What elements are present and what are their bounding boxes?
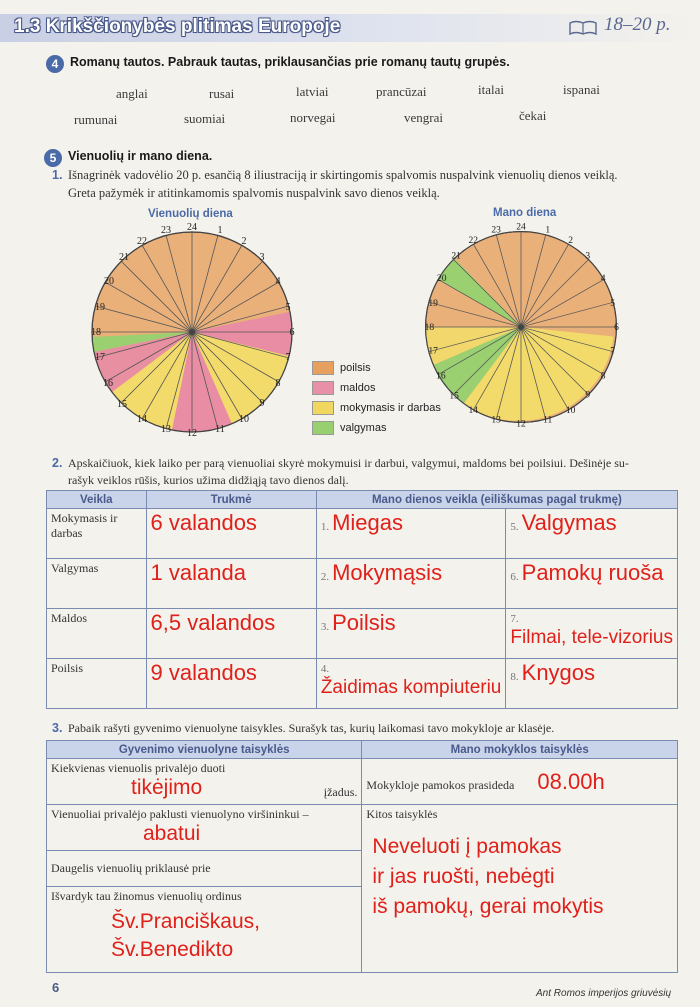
nation-item[interactable]: norvegai xyxy=(290,110,336,125)
nation-item[interactable]: anglai xyxy=(116,86,148,101)
activity-cell: Mokymasis ir darbas xyxy=(47,509,147,559)
svg-text:14: 14 xyxy=(137,414,147,425)
chart-my-title: Mano diena xyxy=(493,207,557,219)
svg-text:22: 22 xyxy=(468,235,479,246)
svg-text:18: 18 xyxy=(424,321,435,333)
svg-text:1: 1 xyxy=(545,224,551,236)
handwritten-answer: 6,5 valandos xyxy=(150,610,276,635)
svg-text:22: 22 xyxy=(137,236,147,247)
table-row xyxy=(47,659,678,709)
table-row xyxy=(47,559,678,609)
school-rule-cell[interactable] xyxy=(362,759,678,805)
handwritten-answer: ir jas ruošti, nebėgti xyxy=(372,865,555,888)
book-icon xyxy=(568,20,598,36)
nation-item[interactable]: prancūzai xyxy=(376,84,427,99)
rule-text-end: įžadus. xyxy=(323,785,358,799)
table-row xyxy=(47,805,678,851)
handwritten-answer: tikėjimo xyxy=(131,776,203,799)
svg-text:4: 4 xyxy=(600,273,606,285)
svg-text:4: 4 xyxy=(275,276,281,287)
legend-swatch xyxy=(312,421,334,435)
handwritten-answer: Šv.Benedikto xyxy=(111,938,234,961)
col-monastery-rules: Gyvenimo vienuolyne taisyklės xyxy=(47,741,362,759)
svg-text:12: 12 xyxy=(516,418,526,430)
svg-text:19: 19 xyxy=(428,298,438,309)
svg-text:23: 23 xyxy=(491,224,501,236)
svg-text:13: 13 xyxy=(491,414,501,426)
svg-text:10: 10 xyxy=(565,404,576,416)
rule-cell[interactable] xyxy=(47,851,362,887)
col-activity: Veikla xyxy=(47,491,147,509)
handwritten-answer: Mokymąsis xyxy=(332,560,443,585)
page-reference: 18–20 p. xyxy=(604,14,671,35)
chart-legend xyxy=(312,358,441,438)
subtask-2-line1: Apskaičiuok, kiek laiko per parą vienuoliai skyrė mokymuisi ir darbui, valgymui, maldoms bei poilsiui. Dešinėje su- xyxy=(68,456,629,470)
nation-item[interactable]: rusai xyxy=(209,86,235,101)
handwritten-answer: Šv.Pranciškaus, xyxy=(111,910,260,933)
svg-text:15: 15 xyxy=(117,399,127,410)
handwritten-answer: Neveluoti į pamokas xyxy=(372,835,562,858)
subtask-3-number: 3. xyxy=(52,721,63,735)
handwritten-answer: Pamokų ruoša xyxy=(521,560,664,585)
svg-text:2: 2 xyxy=(241,236,247,247)
footer-chapter: Ant Romos imperijos griuvėsių xyxy=(536,988,672,999)
svg-text:24: 24 xyxy=(187,222,197,233)
my-activity-cell[interactable] xyxy=(316,559,506,609)
my-activity-cell[interactable] xyxy=(506,559,678,609)
legend-item xyxy=(312,418,441,438)
handwritten-answer: abatui xyxy=(143,822,201,845)
legend-label: maldos xyxy=(340,382,376,394)
svg-text:14: 14 xyxy=(468,404,479,416)
task-4-number: 4 xyxy=(46,55,64,73)
nation-item[interactable]: čekai xyxy=(519,108,547,123)
rank-number: 3. xyxy=(320,621,330,633)
legend-item xyxy=(312,398,441,418)
svg-text:21: 21 xyxy=(119,252,129,263)
legend-swatch xyxy=(312,381,334,395)
activity-cell: Maldos xyxy=(47,609,147,659)
svg-text:9: 9 xyxy=(259,398,265,409)
col-duration: Trukmė xyxy=(146,491,316,509)
svg-text:16: 16 xyxy=(436,370,446,382)
nation-item[interactable]: latviai xyxy=(296,84,329,99)
svg-text:20: 20 xyxy=(104,276,114,287)
legend-label: poilsis xyxy=(340,362,371,374)
svg-text:6: 6 xyxy=(614,321,619,333)
rank-number: 4. xyxy=(320,663,330,675)
svg-text:3: 3 xyxy=(585,250,591,262)
monks-day-clock xyxy=(82,222,302,442)
my-activity-cell[interactable] xyxy=(506,609,678,659)
table-header-row xyxy=(47,491,678,509)
school-rule-cell[interactable] xyxy=(362,805,678,973)
handwritten-answer: 9 valandos xyxy=(150,660,257,685)
table-row xyxy=(47,609,678,659)
col-my-activity: Mano dienos veikla (eiliškumas pagal trukmę) xyxy=(316,491,677,509)
rule-text: Išvardyk tau žinomus vienuolių ordinus xyxy=(51,889,242,903)
rule-text: Kiekvienas vienuolis privalėjo duoti xyxy=(51,761,226,775)
handwritten-answer: 08.00h xyxy=(537,768,605,794)
handwritten-answer: 1 valanda xyxy=(150,560,246,585)
svg-text:8: 8 xyxy=(275,378,281,389)
legend-swatch xyxy=(312,401,334,415)
svg-text:5: 5 xyxy=(610,298,616,309)
chart-monks-title: Vienuolių diena xyxy=(148,208,233,220)
rank-number: 1. xyxy=(320,521,330,533)
svg-text:13: 13 xyxy=(161,424,171,435)
table-row xyxy=(47,759,678,805)
svg-text:1: 1 xyxy=(217,225,223,236)
svg-text:19: 19 xyxy=(95,302,105,313)
task-4-title: Romanų tautos. Pabrauk tautas, priklausančias prie romanų tautų grupės. xyxy=(70,55,510,69)
task-5-number: 5 xyxy=(44,149,62,167)
svg-text:10: 10 xyxy=(239,414,249,425)
duration-cell[interactable] xyxy=(146,659,316,709)
table-row xyxy=(47,509,678,559)
svg-text:21: 21 xyxy=(451,250,461,262)
svg-text:17: 17 xyxy=(95,352,105,363)
svg-text:5: 5 xyxy=(285,302,291,313)
activity-cell: Poilsis xyxy=(47,659,147,709)
my-activity-cell[interactable] xyxy=(506,659,678,709)
handwritten-answer: Miegas xyxy=(332,510,403,535)
nation-item[interactable]: italai xyxy=(478,82,504,97)
subtask-2-number: 2. xyxy=(52,456,63,470)
svg-text:8: 8 xyxy=(600,370,606,382)
subtask-1-line2: Greta pažymėk ir atitinkamomis spalvomis nuspalvink savo dienos veiklą. xyxy=(68,186,440,200)
my-activity-cell[interactable] xyxy=(316,609,506,659)
rule-cell[interactable] xyxy=(47,759,362,805)
lesson-title: 1.3 Krikščionybės plitimas Europoje xyxy=(14,16,341,37)
svg-text:7: 7 xyxy=(285,352,291,363)
svg-text:11: 11 xyxy=(215,424,225,435)
svg-text:9: 9 xyxy=(585,389,591,401)
handwritten-answer: 6 valandos xyxy=(150,510,257,535)
task-5-title: Vienuolių ir mano diena. xyxy=(68,149,213,163)
svg-text:3: 3 xyxy=(259,252,265,263)
svg-text:17: 17 xyxy=(428,345,438,357)
page-number: 6 xyxy=(52,980,60,995)
subtask-3-text: Pabaik rašyti gyvenimo vienuolyne taisykles. Surašyk tas, kurių laikomasi tavo mokykloje ar klasėje. xyxy=(68,721,555,735)
rules-table xyxy=(46,740,678,973)
subtask-1-line1: Išnagrinėk vadovėlio 20 p. esančią 8 iliustraciją ir skirtingomis spalvomis nuspalvink vienuolių dienos veiklą. xyxy=(68,168,618,182)
rank-number: 5. xyxy=(510,521,519,533)
legend-label: valgymas xyxy=(340,422,387,434)
table-header-row xyxy=(47,741,678,759)
subtask-2-line2: rašyk veiklos rūšis, kurios užima didžiąją tavo dienos dalį. xyxy=(68,473,349,487)
duration-cell[interactable] xyxy=(146,509,316,559)
duration-cell[interactable] xyxy=(146,609,316,659)
rule-cell[interactable] xyxy=(47,887,362,973)
svg-text:2: 2 xyxy=(568,235,574,246)
svg-text:11: 11 xyxy=(543,414,553,426)
handwritten-answer: Žaidimas kompiuteriu xyxy=(320,677,502,698)
nation-item[interactable]: rumunai xyxy=(74,112,118,127)
my-day-clock xyxy=(416,222,626,432)
handwritten-answer: iš pamokų, gerai mokytis xyxy=(372,895,604,918)
activity-cell: Valgymas xyxy=(47,559,147,609)
legend-label: mokymasis ir darbas xyxy=(340,402,441,414)
svg-text:20: 20 xyxy=(437,273,447,285)
nation-item[interactable]: vengrai xyxy=(404,110,443,125)
svg-text:18: 18 xyxy=(91,327,101,338)
rank-number: 7. xyxy=(510,613,519,625)
legend-swatch xyxy=(312,361,334,375)
svg-text:23: 23 xyxy=(161,225,171,236)
handwritten-answer: Knygos xyxy=(521,660,596,685)
nation-item[interactable]: ispanai xyxy=(563,82,600,97)
legend-item xyxy=(312,358,441,378)
svg-text:12: 12 xyxy=(187,428,197,439)
rank-number: 2. xyxy=(320,571,330,583)
rule-cell[interactable] xyxy=(47,805,362,851)
rule-text: Kitos taisyklės xyxy=(366,807,438,821)
handwritten-answer: Poilsis xyxy=(332,610,396,635)
subtask-1-number: 1. xyxy=(52,168,63,182)
legend-item xyxy=(312,378,441,398)
svg-text:24: 24 xyxy=(516,222,526,233)
rank-number: 8. xyxy=(510,671,519,683)
nation-item[interactable]: suomiai xyxy=(184,111,226,126)
rank-number: 6. xyxy=(510,571,519,583)
rule-text: Daugelis vienuolių priklausė prie xyxy=(51,861,211,875)
my-activity-cell[interactable] xyxy=(506,509,678,559)
svg-text:15: 15 xyxy=(449,390,459,402)
col-school-rules: Mano mokyklos taisyklės xyxy=(362,741,678,759)
svg-text:16: 16 xyxy=(103,378,113,389)
rule-text: Vienuoliai privalėjo paklusti vienuolyno viršininkui – xyxy=(51,807,309,821)
duration-cell[interactable] xyxy=(146,559,316,609)
my-activity-cell[interactable] xyxy=(316,509,506,559)
handwritten-answer: Valgymas xyxy=(521,510,617,535)
rule-text: Mokykloje pamokos prasideda xyxy=(366,777,515,792)
svg-text:7: 7 xyxy=(610,345,616,357)
my-activity-cell[interactable] xyxy=(316,659,506,709)
handwritten-answer: Filmai, tele-vizorius xyxy=(510,627,673,648)
activity-table xyxy=(46,490,678,709)
svg-text:6: 6 xyxy=(289,327,295,338)
